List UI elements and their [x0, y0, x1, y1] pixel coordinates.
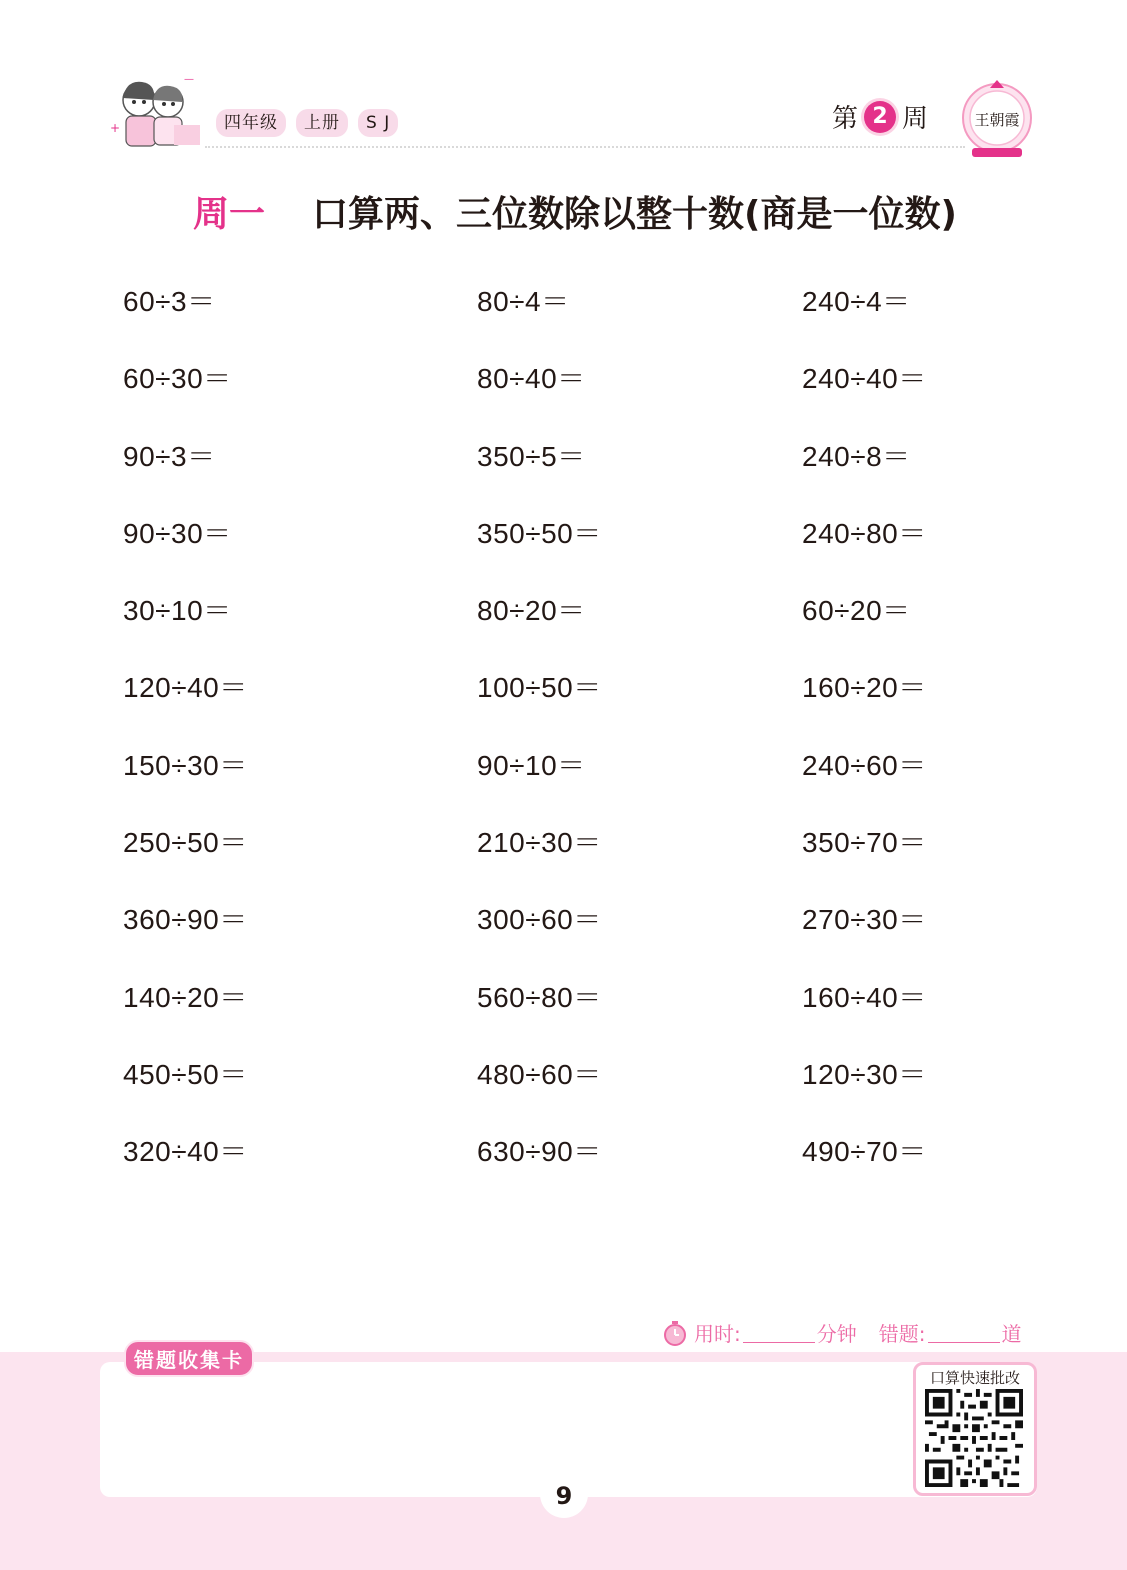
problem: 240÷60＝: [802, 749, 927, 781]
problem: 210÷30＝: [477, 827, 602, 859]
page-header: [0, 0, 1127, 160]
problem: 90÷10＝: [477, 749, 586, 781]
problem-row: [0, 579, 1127, 656]
time-label: 用时:: [694, 1322, 741, 1346]
problem: 350÷70＝: [802, 827, 927, 859]
problem: 490÷70＝: [802, 1136, 927, 1168]
grade-tag: 四年级: [216, 109, 286, 137]
problem-row: [0, 347, 1127, 424]
problem: 30÷10＝: [123, 595, 232, 627]
problem: 450÷50＝: [123, 1058, 248, 1090]
qr-label: 口算快速批改: [929, 1369, 1020, 1387]
problem-row: [0, 888, 1127, 965]
day-label: 周一: [193, 194, 266, 235]
problem: 60÷20＝: [802, 595, 911, 627]
problem: 630÷90＝: [477, 1136, 602, 1168]
week-indicator: [832, 98, 928, 135]
qr-code-icon[interactable]: [925, 1389, 1023, 1487]
page-title-row: [0, 186, 1127, 236]
page-number: 9: [540, 1470, 588, 1518]
problem-grid: [0, 270, 1127, 1198]
problem-row: [0, 1043, 1127, 1120]
problem: 360÷90＝: [123, 904, 248, 936]
problem-row: [0, 734, 1127, 811]
problem-row: [0, 966, 1127, 1043]
problem: 90÷30＝: [123, 517, 232, 549]
problem: 160÷20＝: [802, 672, 927, 704]
qr-box[interactable]: [913, 1362, 1037, 1496]
page-title: 口算两、三位数除以整十数(商是一位数): [312, 194, 957, 235]
problem: 240÷8＝: [802, 440, 911, 472]
problem-row: [0, 502, 1127, 579]
problem: 100÷50＝: [477, 672, 602, 704]
problem: 270÷30＝: [802, 904, 927, 936]
error-card-title: 错题收集卡: [124, 1340, 254, 1377]
problem: 240÷80＝: [802, 517, 927, 549]
time-blank[interactable]: [743, 1322, 815, 1343]
problem-row: [0, 811, 1127, 888]
problem: 560÷80＝: [477, 981, 602, 1013]
errors-unit: 道: [1001, 1322, 1022, 1346]
problem: 60÷30＝: [123, 363, 232, 395]
problem: 80÷40＝: [477, 363, 586, 395]
errors-label: 错题:: [878, 1322, 926, 1346]
problem-row: [0, 656, 1127, 733]
problem: 300÷60＝: [477, 904, 602, 936]
problem: 120÷40＝: [123, 672, 248, 704]
week-prefix: 第: [832, 104, 859, 134]
problem: 80÷4＝: [477, 286, 570, 317]
svg-text:王朝霞: 王朝霞: [974, 111, 1020, 129]
problem: 240÷40＝: [802, 363, 927, 395]
wangzhaoxia-logo: [960, 78, 1034, 160]
svg-text:—: —: [184, 74, 194, 85]
time-unit: 分钟: [816, 1322, 857, 1346]
problem-row: [0, 425, 1127, 502]
stopwatch-icon: [662, 1320, 688, 1346]
time-and-errors-line: [662, 1318, 1022, 1347]
problem: 350÷50＝: [477, 517, 602, 549]
header-divider: [205, 146, 965, 148]
problem: 160÷40＝: [802, 981, 927, 1013]
problem: 320÷40＝: [123, 1136, 248, 1168]
problem-row: [0, 1120, 1127, 1197]
svg-text:+: +: [110, 121, 121, 135]
problem: 120÷30＝: [802, 1058, 927, 1090]
problem: 90÷3＝: [123, 440, 216, 472]
volume-tag: 上册: [296, 109, 348, 137]
problem: 350÷5＝: [477, 440, 586, 472]
errors-blank[interactable]: [928, 1322, 1000, 1343]
problem: 140÷20＝: [123, 981, 248, 1013]
problem: 60÷3＝: [123, 286, 216, 317]
problem: 250÷50＝: [123, 827, 248, 859]
problem: 80÷20＝: [477, 595, 586, 627]
week-suffix: 周: [902, 104, 929, 134]
grade-tags: [216, 109, 398, 137]
problem: 150÷30＝: [123, 749, 248, 781]
problem: 480÷60＝: [477, 1058, 602, 1090]
kids-illustration: [104, 70, 204, 156]
edition-tag: S J: [358, 109, 398, 137]
week-number-badge: 2: [864, 101, 896, 133]
problem-row: [0, 270, 1127, 347]
problem: 240÷4＝: [802, 286, 911, 317]
